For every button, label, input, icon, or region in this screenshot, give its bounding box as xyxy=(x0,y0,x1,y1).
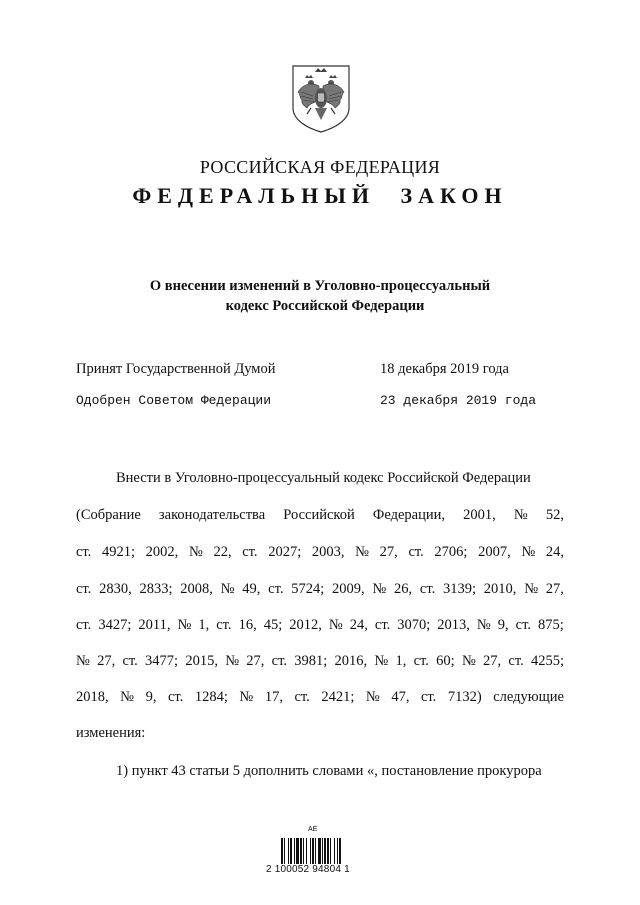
body-word: № xyxy=(188,544,203,560)
body-word: 875; xyxy=(537,617,564,633)
body-word: ст. xyxy=(76,581,92,597)
body-word: ст. xyxy=(419,581,436,597)
body-word: ст. xyxy=(122,653,138,669)
body-word: ст. xyxy=(294,689,310,705)
body-word: 2833; xyxy=(139,581,173,597)
body-word: 4255; xyxy=(530,653,564,669)
country-name: РОССИЙСКАЯ ФЕДЕРАЦИЯ xyxy=(199,157,441,177)
body-word: 45; xyxy=(263,617,283,633)
body-word: законодательства xyxy=(158,507,266,523)
document-barcode xyxy=(281,838,361,864)
body-word: 52, xyxy=(545,507,564,523)
body-word: № xyxy=(524,581,539,597)
body-word: 7132) xyxy=(447,689,482,705)
body-word: 27, xyxy=(545,581,564,597)
body-word: 26, xyxy=(394,581,413,597)
body-word: 2421; xyxy=(321,689,355,705)
body-word: 24, xyxy=(349,617,368,633)
body-word: № xyxy=(76,653,90,669)
body-word: 3981; xyxy=(294,653,328,669)
body-word: 60; xyxy=(436,653,455,669)
council-approval-date: 23 декабря 2019 года xyxy=(380,393,537,408)
body-word: 24, xyxy=(545,544,564,560)
body-word: № xyxy=(513,507,528,523)
body-word: 9, xyxy=(145,689,157,705)
body-word: 17, xyxy=(264,689,283,705)
body-line xyxy=(76,617,564,634)
body-word: № xyxy=(476,617,491,633)
body-word: 2003, xyxy=(311,544,345,560)
body-word: ст. xyxy=(420,689,437,705)
council-approval-label: Одобрен Советом Федерации xyxy=(76,393,272,408)
body-word: 3139; xyxy=(443,581,477,597)
body-word: № xyxy=(225,653,240,669)
body-word: 2013, xyxy=(437,617,470,633)
body-word: 1284; xyxy=(194,689,228,705)
body-word: ст. xyxy=(271,653,287,669)
body-word: 27, xyxy=(379,544,398,560)
body-line xyxy=(76,544,564,561)
barcode-number: 2 100052 94804 1 xyxy=(266,864,350,875)
body-word: ст. xyxy=(167,689,184,705)
body-word: 27, xyxy=(97,653,116,669)
body-word: 2007, xyxy=(478,544,511,560)
body-word: 49, xyxy=(242,581,261,597)
body-word: 2001, xyxy=(463,507,496,523)
body-word: 2018, xyxy=(76,689,109,705)
body-line xyxy=(76,763,564,780)
body-word: 27, xyxy=(483,653,502,669)
body-line xyxy=(76,581,564,598)
body-word: 2706; xyxy=(434,544,468,560)
body-word: № xyxy=(372,581,387,597)
body-word: 1, xyxy=(198,617,210,633)
body-word: ст. xyxy=(374,617,391,633)
body-word: № xyxy=(239,689,254,705)
body-word: 2010, xyxy=(483,581,517,597)
body-word: ст. xyxy=(508,653,524,669)
body-line xyxy=(76,507,564,524)
body-word: ст. xyxy=(242,544,258,560)
body-word: 2002, xyxy=(145,544,179,560)
body-word: 3477; xyxy=(145,653,179,669)
double-headed-eagle-icon xyxy=(289,62,353,134)
body-word: № xyxy=(365,689,380,705)
law-subject-line-1: О внесении изменений в Уголовно-процессуальный xyxy=(149,278,491,294)
body-word: (Собрание xyxy=(76,507,141,523)
body-word: 22, xyxy=(213,544,232,560)
law-subject-line-2: кодекс Российской Федерации xyxy=(225,298,425,314)
body-word: 5724; xyxy=(291,581,325,597)
law-type-heading: ФЕДЕРАЛЬНЫЙ ЗАКОН xyxy=(132,183,508,208)
body-word: ст. xyxy=(408,544,424,560)
body-word: ст. xyxy=(76,617,92,633)
body-word: № xyxy=(374,653,389,669)
body-word: следующие xyxy=(493,689,564,705)
body-word: ст. xyxy=(216,617,232,633)
body-word: № xyxy=(461,653,476,669)
body-line xyxy=(76,689,564,706)
body-word: № xyxy=(177,617,192,633)
body-word: № xyxy=(355,544,369,560)
body-word: 2008, xyxy=(180,581,213,597)
body-word: 2830, xyxy=(99,581,132,597)
body-word: ст. xyxy=(413,653,429,669)
body-word: 2009, xyxy=(332,581,365,597)
body-word: 2015, xyxy=(185,653,218,669)
body-word: 3427; xyxy=(98,617,132,633)
duma-adoption-label: Принят Государственной Думой xyxy=(76,361,276,377)
coat-of-arms-emblem xyxy=(289,62,353,134)
body-word: 2016, xyxy=(334,653,368,669)
duma-adoption-date: 18 декабря 2019 года xyxy=(380,361,509,377)
body-line xyxy=(76,470,564,487)
body-word: 2027; xyxy=(268,544,302,560)
body-word: № xyxy=(328,617,343,633)
barcode-bar xyxy=(341,838,342,864)
body-word: № xyxy=(521,544,536,560)
body-word: № xyxy=(220,581,235,597)
law-subject xyxy=(0,276,640,316)
body-line-text: Внести в Уголовно-процессуальный кодекс Российской Федерации xyxy=(116,470,531,486)
body-word: 9, xyxy=(497,617,509,633)
body-word: 4921; xyxy=(101,544,135,560)
body-word: Федерации, xyxy=(372,507,445,523)
body-word: № xyxy=(120,689,135,705)
body-word: 47, xyxy=(391,689,410,705)
body-line-text: 1) пункт 43 статьи 5 дополнить словами «, постановление прокурора xyxy=(116,763,542,779)
body-word: ст. xyxy=(515,617,531,633)
body-line-text: изменения: xyxy=(76,725,146,741)
body-line xyxy=(76,725,564,742)
body-word: 1, xyxy=(395,653,407,669)
body-word: 2011, xyxy=(138,617,171,633)
body-word: 2012, xyxy=(289,617,322,633)
body-line xyxy=(76,653,564,670)
body-word: 16, xyxy=(238,617,257,633)
body-word: ст. xyxy=(76,544,92,560)
printer-logo: АЕ xyxy=(308,826,318,833)
body-word: ст. xyxy=(268,581,284,597)
body-word: 27, xyxy=(246,653,265,669)
body-word: Российской xyxy=(283,507,355,523)
body-word: 3070; xyxy=(397,617,431,633)
